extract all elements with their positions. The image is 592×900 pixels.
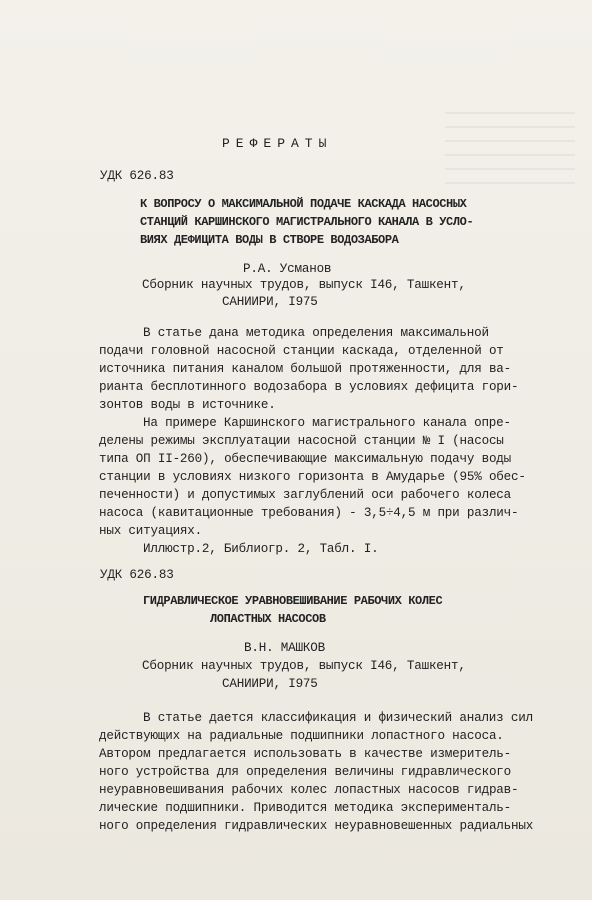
abstract-1-body-line-8: типа ОП II-260), обеспечивающие максимальную подачу воды <box>99 452 512 466</box>
abstract-1-source-line-2: САНИИРИ, I975 <box>222 295 318 309</box>
abstract-2-body-line-5: неуравновешивания рабочих колес лопастных насосов гидрав- <box>99 783 519 797</box>
abstract-2-title-line-1: ГИДРАВЛИЧЕСКОЕ УРАВНОВЕШИВАНИЕ РАБОЧИХ КОЛЕС <box>143 594 443 608</box>
abstract-1-title-line-1: К ВОПРОСУ О МАКСИМАЛЬНОЙ ПОДАЧЕ КАСКАДА НАСОСНЫХ <box>140 197 467 211</box>
abstract-1-body-line-1: В статье дана методика определения максимальной <box>143 326 489 340</box>
abstract-1-author: Р.А. Усманов <box>243 262 332 276</box>
abstract-2-body-line-2: действующих на радиальные подшипники лопастного насоса. <box>99 729 504 743</box>
abstract-1-body-line-12: ных ситуациях. <box>99 524 203 538</box>
abstract-1-illustrations-note: Иллюстр.2, Библиогр. 2, Табл. I. <box>143 542 379 556</box>
abstract-1-body-line-9: станции в условиях низкого горизонта в Амударье (95% обес- <box>99 470 526 484</box>
abstract-2-title-line-2: ЛОПАСТНЫХ НАСОСОВ <box>210 612 326 626</box>
abstract-1-body-line-2: подачи головной насосной станции каскада, отделенной от <box>99 344 504 358</box>
abstract-2-body-line-1: В статье дается классификация и физический анализ сил <box>143 711 533 725</box>
abstract-2-author: В.Н. МАШКОВ <box>244 641 325 655</box>
abstract-1-body-line-6: На примере Каршинского магистрального канала опре- <box>143 416 511 430</box>
abstract-2-source-line-2: САНИИРИ, I975 <box>222 677 318 691</box>
abstract-1-source-line-1: Сборник научных трудов, выпуск I46, Ташкент, <box>142 278 466 292</box>
abstract-1-body-line-5: зонтов воды в источнике. <box>99 398 276 412</box>
section-heading: РЕФЕРАТЫ <box>222 136 333 151</box>
abstract-2-body-line-7: ного определения гидравлических неуравновешенных радиальных <box>99 819 534 833</box>
abstract-1-body-line-10: печенности) и допустимых заглублений оси рабочего колеса <box>99 488 512 502</box>
bleed-through-text <box>445 112 575 192</box>
abstract-1-body-line-7: делены режимы эксплуатации насосной станции № I (насосы <box>99 434 504 448</box>
udk-code-2: УДК 626.83 <box>100 568 174 582</box>
abstract-1-body-line-11: насоса (кавитационные требования) - 3,5÷4,5 м при различ- <box>99 506 519 520</box>
abstract-1-body-line-3: источника питания каналом большой протяженности, для ва- <box>99 362 512 376</box>
abstract-2-body-line-3: Автором предлагается использовать в качестве измеритель- <box>99 747 512 761</box>
abstract-2-body-line-6: лические подшипники. Приводится методика эксперименталь- <box>99 801 512 815</box>
abstract-2-source-line-1: Сборник научных трудов, выпуск I46, Ташкент, <box>142 659 466 673</box>
abstract-1-title-line-3: ВИЯХ ДЕФИЦИТА ВОДЫ В СТВОРЕ ВОДОЗАБОРА <box>140 233 399 247</box>
udk-code-1: УДК 626.83 <box>100 169 174 183</box>
abstract-1-title-line-2: СТАНЦИЙ КАРШИНСКОГО МАГИСТРАЛЬНОГО КАНАЛА В УСЛО- <box>140 215 474 229</box>
abstract-1-body-line-4: рианта бесплотинного водозабора в условиях дефицита гори- <box>99 380 519 394</box>
abstract-2-body-line-4: ного устройства для определения величины гидравлического <box>99 765 512 779</box>
